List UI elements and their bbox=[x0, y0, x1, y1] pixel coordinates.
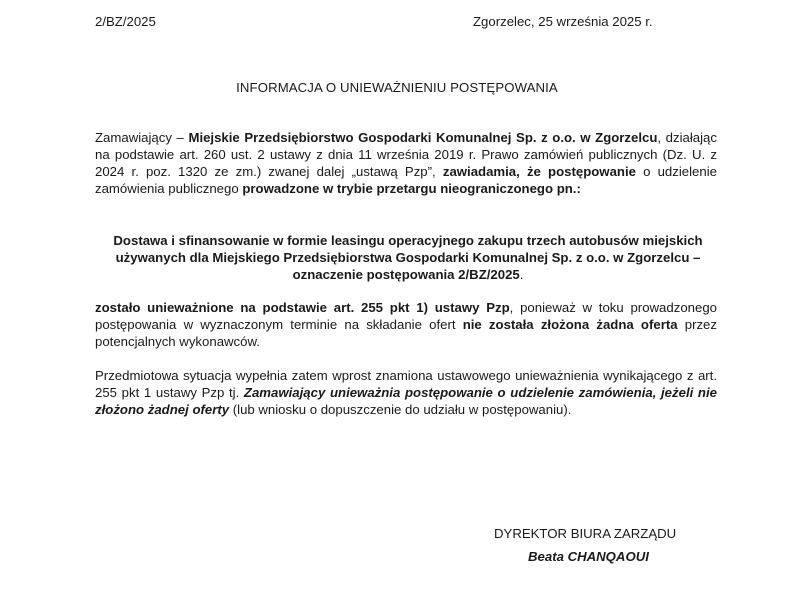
subject-end: . bbox=[519, 267, 524, 282]
p1-notifies: zawiadamia, że postępowanie bbox=[442, 164, 636, 179]
p2-no-offer: nie została złożona żadna oferta bbox=[462, 317, 678, 332]
p2-text-1: , ponieważ w toku prowadzonego postępowania w wyznaczonym terminie na składanie ofert bbox=[95, 300, 717, 332]
p1-text-2: , działając na podstawie art. 260 ust. 2 ustawy z dnia 11 września 2019 r. Prawo zamówień publicznych (Dz. U. z 2024 r. poz. 1320 ze zm.) zwanej dalej „ustawą Pzp”, bbox=[95, 130, 717, 179]
p3-statute-quote: Zamawiający unieważnia postępowanie o udzielenie zamówienia, jeżeli nie złożono żadnej oferty bbox=[95, 385, 717, 417]
procurement-subject bbox=[108, 232, 708, 283]
p1-text-3: o udzielenie zamówienia publicznego bbox=[95, 164, 717, 196]
p3-text-2: (lub wniosku o dopuszczenie do udziału w postępowaniu). bbox=[229, 402, 572, 417]
paragraph-legal-basis bbox=[95, 367, 717, 418]
signatory-title: DYREKTOR BIURA ZARZĄDU bbox=[494, 526, 677, 541]
p2-cancelled-basis: zostało unieważnione na podstawie art. 255 pkt 1) ustawy Pzp bbox=[95, 300, 510, 315]
signatory-name: Beata CHANQAOUI bbox=[528, 549, 649, 564]
p3-text-1: Przedmiotowa sytuacja wypełnia zatem wprost znamiona ustawowego unieważnienia wynikającego z art. 255 pkt 1 ustawy Pzp tj. bbox=[95, 368, 717, 400]
paragraph-notification bbox=[95, 129, 717, 197]
subject-text: Dostawa i sfinansowanie w formie leasingu operacyjnego zakupu trzech autobusów miejskich używanych dla Miejskiego Przedsiębiorstwa Gospodarki Komunalnej Sp. z o.o. w Zgorzelcu – oznaczenie postępowania 2/BZ/2025 bbox=[113, 233, 703, 282]
document-reference: 2/BZ/2025 bbox=[95, 14, 156, 29]
p1-procedure-mode: prowadzone w trybie przetargu nieograniczonego pn.: bbox=[242, 181, 581, 196]
p2-text-2: przez potencjalnych wykonawców. bbox=[95, 317, 717, 349]
p1-text-1: Zamawiający – bbox=[95, 130, 189, 145]
paragraph-cancellation bbox=[95, 299, 717, 350]
p1-contracting-authority: Miejskie Przedsiębiorstwo Gospodarki Komunalnej Sp. z o.o. w Zgorzelcu bbox=[188, 130, 658, 145]
place-and-date: Zgorzelec, 25 września 2025 r. bbox=[473, 14, 653, 29]
document-title: INFORMACJA O UNIEWAŻNIENIU POSTĘPOWANIA bbox=[236, 80, 558, 95]
